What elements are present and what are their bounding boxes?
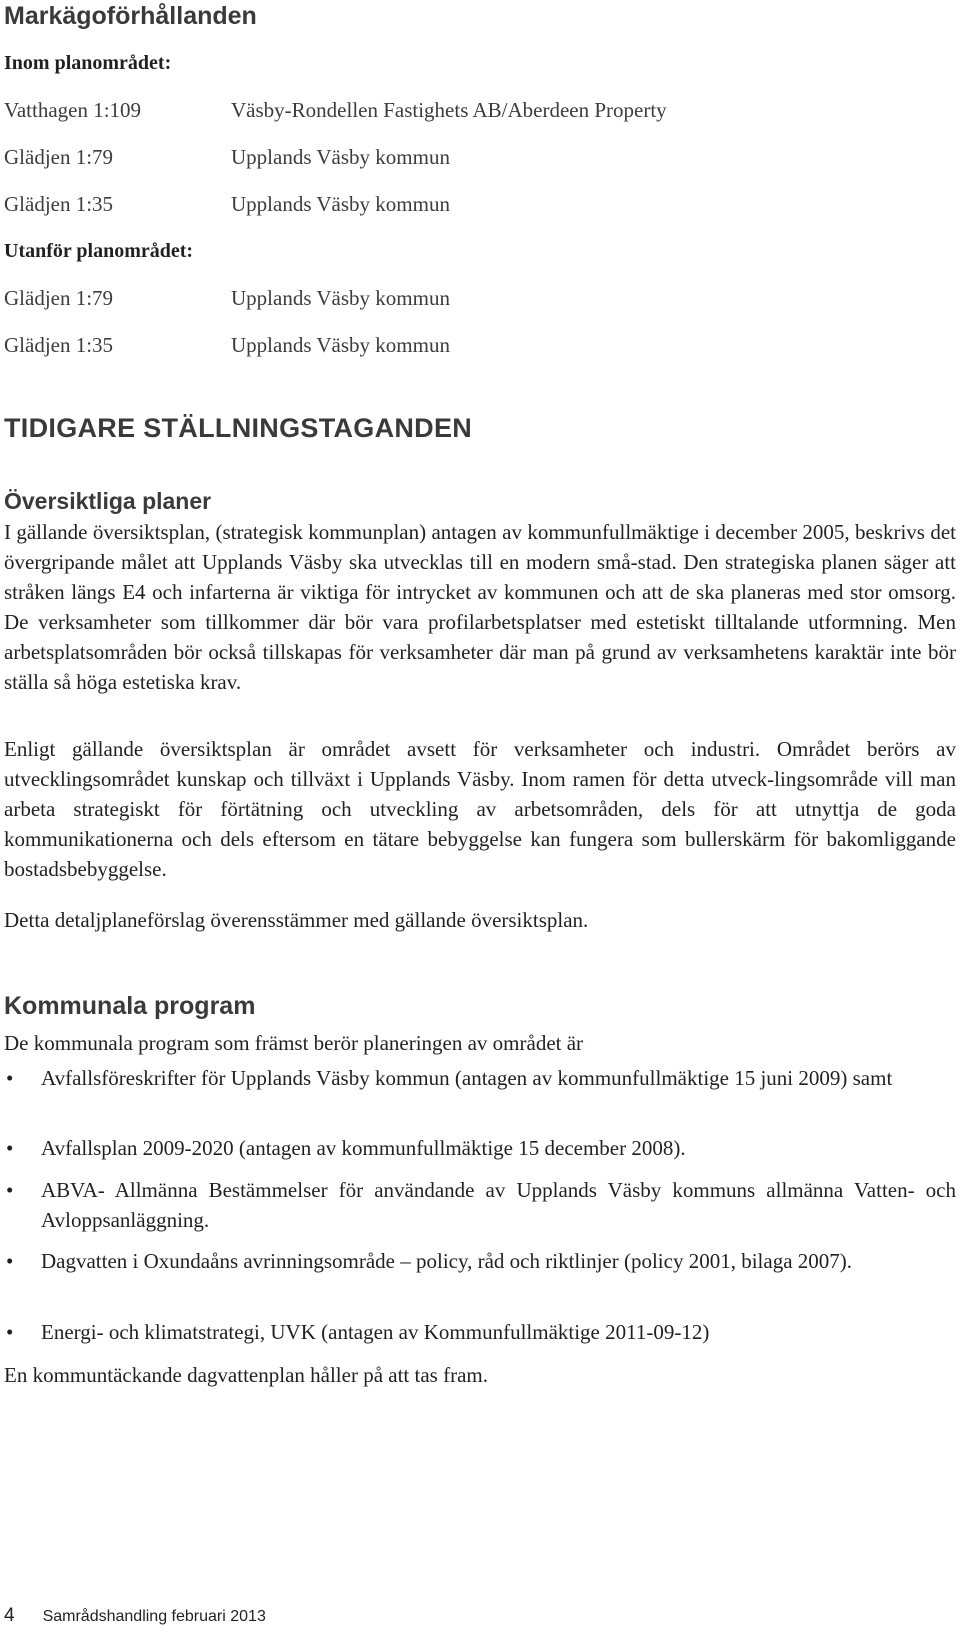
paragraph-utvecklingsomrade: Enligt gällande översiktsplan är området avsett för verksamheter och industri. Området berörs av utvecklingsområdet kunskap och tillväxt i Upplands Väsby. Inom ramen för detta utveck-lingsområde vill man arbeta strategiskt för förtätning och utveckling av arbetsområden, dels för att utnyttja de goda kommunikationerna och dels eftersom en tätare bebyggelse kan fungera som bullerskärm för bakomliggande bostadsbebyggelse. <box>4 737 956 881</box>
footer-text: Samrådshandling februari 2013 <box>42 1608 266 1625</box>
outside-plan-label: Utanför planområdet: <box>4 240 194 262</box>
section-heading-tidigare-stallningstaganden: TIDIGARE STÄLLNINGSTAGANDEN <box>4 413 473 443</box>
list-item-text: Avfallsföreskrifter för Upplands Väsby kommun (antagen av kommunfullmäktige 15 juni 2009) samt <box>41 1066 893 1090</box>
property-designation: Glädjen 1:79 <box>4 145 114 169</box>
property-owner: Upplands Väsby kommun <box>231 333 450 357</box>
list-item-text: Dagvatten i Oxundaåns avrinningsområde – policy, råd och riktlinjer (policy 2001, bilaga 2007). <box>41 1249 853 1273</box>
subheading-kommunala-program: Kommunala program <box>4 992 256 1020</box>
list-item-text: ABVA- Allmänna Bestämmelser för användande av Upplands Väsby kommuns allmänna Vatten- och Avloppsanläggning. <box>41 1178 956 1232</box>
bullet-icon: • <box>6 1066 14 1090</box>
paragraph-overensstammer: Detta detaljplaneförslag överensstämmer med gällande översiktsplan. <box>4 908 589 932</box>
page-number: 4 <box>4 1605 15 1626</box>
property-owner: Upplands Väsby kommun <box>231 192 450 216</box>
bullet-icon: • <box>6 1320 14 1344</box>
property-designation: Vatthagen 1:109 <box>4 98 142 122</box>
paragraph-dagvattenplan: En kommuntäckande dagvattenplan håller på att tas fram. <box>4 1363 488 1387</box>
bullet-icon: • <box>6 1178 14 1202</box>
list-item-text: Avfallsplan 2009-2020 (antagen av kommunfullmäktige 15 december 2008). <box>41 1136 686 1160</box>
bullet-icon: • <box>6 1136 14 1160</box>
section-heading-markagoforhallanden: Markägoförhållanden <box>4 2 257 30</box>
list-item-text: Energi- och klimatstrategi, UVK (antagen av Kommunfullmäktige 2011-09-12) <box>41 1320 710 1344</box>
bullet-icon: • <box>6 1249 14 1273</box>
subheading-oversiktliga-planer: Översiktliga planer <box>4 488 212 514</box>
page-footer <box>4 1606 266 1627</box>
paragraph-oversiktsplan: I gällande översiktsplan, (strategisk kommunplan) antagen av kommunfullmäktige i december 2005, beskrivs det övergripande målet att Upplands Väsby ska utvecklas till en modern små-stad. Den strategiska planen säger att stråken längs E4 och infarterna är viktiga för intrycket av kommunen och att de ska planeras med stor omsorg. De verksamheter som tillkommer där bör vara profilarbetsplatser med estetiskt tilltalande utformning. Men arbetsplatsområden bör också tillskapas för verksamheter där man på grund av verksamhetens karaktär inte bör ställa så höga estetiska krav. <box>4 520 956 694</box>
property-designation: Glädjen 1:35 <box>4 333 114 357</box>
property-owner: Väsby-Rondellen Fastighets AB/Aberdeen Property <box>231 98 667 122</box>
property-owner: Upplands Väsby kommun <box>231 145 450 169</box>
property-owner: Upplands Väsby kommun <box>231 286 450 310</box>
property-designation: Glädjen 1:35 <box>4 192 114 216</box>
paragraph-program-intro: De kommunala program som främst berör planeringen av området är <box>4 1031 584 1055</box>
property-designation: Glädjen 1:79 <box>4 286 114 310</box>
inside-plan-label: Inom planområdet: <box>4 52 172 74</box>
